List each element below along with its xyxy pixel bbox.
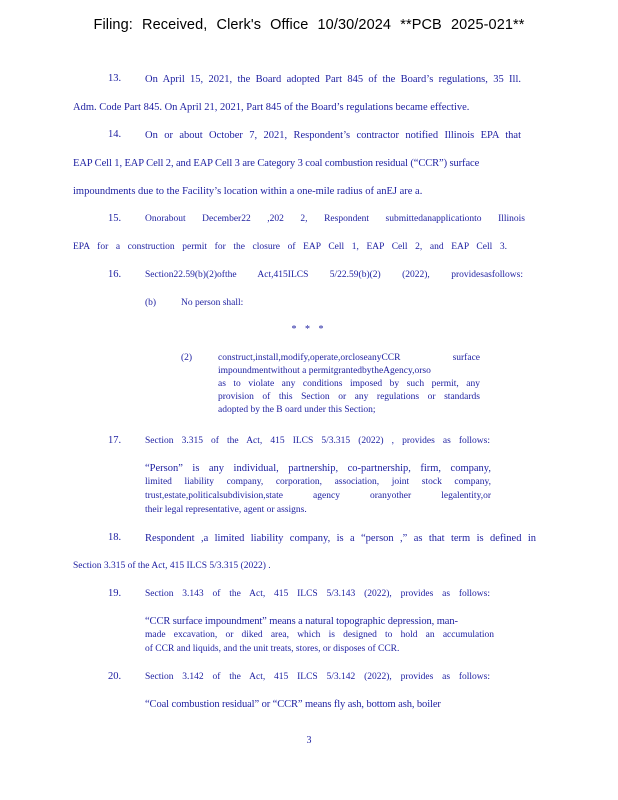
paragraph-16-line-1: Section22.59(b)(2)ofthe Act,415ILCS 5/22.59(b)(2) (2022), providesasfollows: <box>145 270 523 280</box>
paragraph-19-quote-line-2: made excavation, or diked area, which is designed to hold an accumulation <box>145 630 494 640</box>
paragraph-13-number: 13. <box>108 73 122 84</box>
paragraph-17-quote-line-4: their legal representative, agent or assigns. <box>145 505 307 515</box>
paragraph-13-line-2: Adm. Code Part 845. On April 21, 2021, Part 845 of the Board’s regulations became effective. <box>73 102 470 113</box>
subsection-b-text: No person shall: <box>181 298 244 308</box>
subsection-2-label: (2) <box>181 353 193 363</box>
subsection-2-line-5: adopted by the B oard under this Section; <box>218 405 376 415</box>
paragraph-14-line-3: impoundments due to the Facility’s location within a one-mile radius of anEJ are a. <box>73 186 423 197</box>
paragraph-15-number: 15. <box>108 213 122 224</box>
paragraph-19-number: 19. <box>108 588 122 599</box>
paragraph-17-line-1: Section 3.315 of the Act, 415 ILCS 5/3.315 (2022) , provides as follows: <box>145 436 490 446</box>
paragraph-15-line-2: EPA for a construction permit for the closure of EAP Cell 1, EAP Cell 2, and EAP Cell 3. <box>73 242 507 252</box>
paragraph-18-line-1: Respondent ,a limited liability company, is a “person ,” as that term is defined in <box>145 533 536 544</box>
subsection-2-line-4: provision of this Section or any regulations or standards <box>218 392 480 402</box>
paragraph-13-line-1: On April 15, 2021, the Board adopted Part 845 of the Board’s regulations, 35 Ill. <box>145 74 521 85</box>
paragraph-18-number: 18. <box>108 532 122 543</box>
paragraph-19-quote-line-1: “CCR surface impoundment” means a natural topographic depression, man- <box>145 616 458 627</box>
paragraph-19-quote-line-3: of CCR and liquids, and the unit treats, stores, or disposes of CCR. <box>145 644 400 654</box>
paragraph-20-line-1: Section 3.142 of the Act, 415 ILCS 5/3.142 (2022), provides as follows: <box>145 672 490 682</box>
paragraph-15-line-1: Onorabout December22 ,202 2, Respondent submittedanapplicationto Illinois <box>145 214 525 224</box>
subsection-b-label: (b) <box>145 298 157 308</box>
paragraph-20-quote-line-1: “Coal combustion residual” or “CCR” means fly ash, bottom ash, boiler <box>145 699 441 710</box>
paragraph-20-number: 20. <box>108 671 122 682</box>
page-number: 3 <box>306 735 312 746</box>
paragraph-14-line-2: EAP Cell 1, EAP Cell 2, and EAP Cell 3 are Category 3 coal combustion residual (“CCR”) surface <box>73 158 480 169</box>
paragraph-19-line-1: Section 3.143 of the Act, 415 ILCS 5/3.143 (2022), provides as follows: <box>145 589 490 599</box>
paragraph-17-quote-line-1: “Person” is any individual, partnership, co-partnership, firm, company, <box>145 463 491 474</box>
subsection-2-line-2: impoundmentwithout a permitgrantedbytheAgency,orso <box>218 366 431 376</box>
paragraph-14-number: 14. <box>108 129 122 140</box>
subsection-2-line-3: as to violate any conditions imposed by such permit, any <box>218 379 480 389</box>
paragraph-18-line-2: Section 3.315 of the Act, 415 ILCS 5/3.315 (2022) . <box>73 561 271 571</box>
paragraph-17-quote-line-2: limited liability company, corporation, association, joint stock company, <box>145 477 491 487</box>
paragraph-17-number: 17. <box>108 435 122 446</box>
section-break-stars: * * * <box>291 324 327 335</box>
subsection-2-line-1: construct,install,modify,operate,orcloseanyCCR surface <box>218 353 480 363</box>
paragraph-16-number: 16. <box>108 269 122 280</box>
paragraph-14-line-1: On or about October 7, 2021, Respondent’s contractor notified Illinois EPA that <box>145 130 521 141</box>
paragraph-17-quote-line-3: trust,estate,politicalsubdivision,state agency oranyother legalentity,or <box>145 491 491 501</box>
filing-stamp-header: Filing: Received, Clerk's Office 10/30/2024 **PCB 2025-021** <box>93 17 525 33</box>
